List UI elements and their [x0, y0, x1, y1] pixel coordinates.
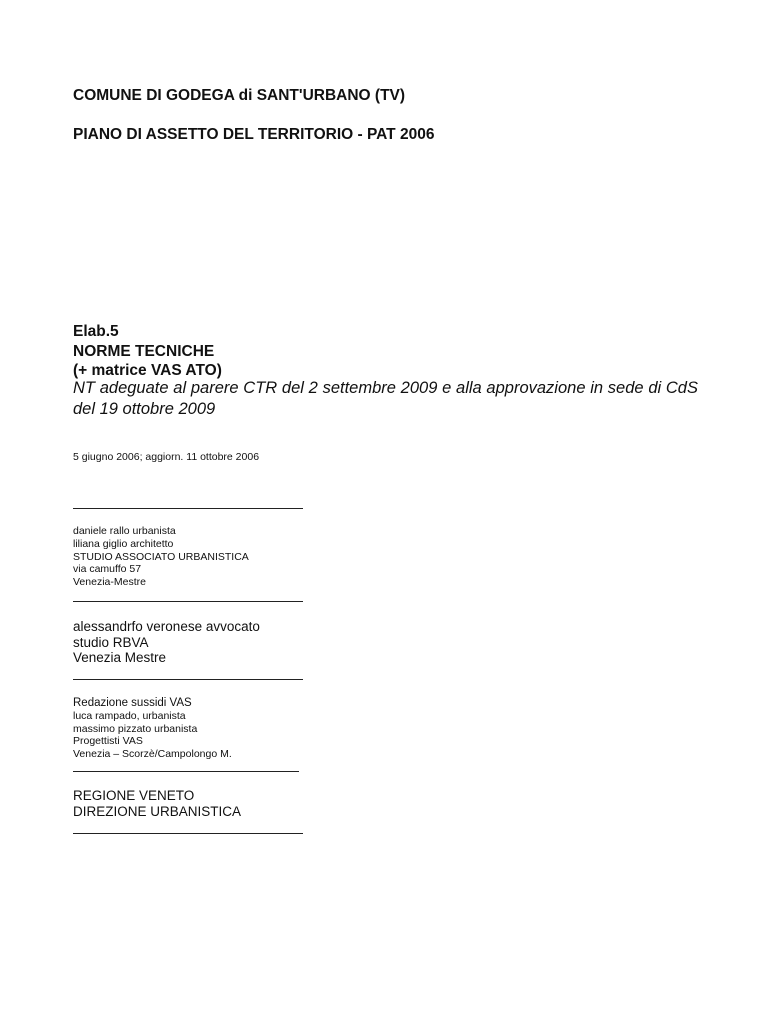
- elab-title: NORME TECNICHE: [73, 343, 215, 360]
- regione-block: [73, 788, 241, 819]
- studio-line: via camuffo 57: [73, 563, 142, 576]
- divider-rule: [73, 601, 303, 602]
- vas-line: massimo pizzato urbanista: [73, 722, 198, 735]
- elab-number: Elab.5: [73, 323, 119, 340]
- vas-line: Progettisti VAS: [73, 735, 143, 748]
- piano-title: PIANO DI ASSETTO DEL TERRITORIO - PAT 2006: [73, 126, 435, 143]
- studio-line: Venezia-Mestre: [73, 576, 146, 589]
- studio-block: [73, 525, 249, 589]
- studio-line: liliana giglio architetto: [73, 537, 174, 550]
- studio-line: daniele rallo urbanista: [73, 525, 176, 537]
- vas-line: Venezia – Scorzè/Campolongo M.: [73, 748, 232, 761]
- divider-rule: [73, 508, 303, 509]
- lawyer-line: studio RBVA: [73, 634, 149, 650]
- lawyer-block: [73, 619, 260, 666]
- date-line: 5 giugno 2006; aggiorn. 11 ottobre 2006: [73, 451, 260, 463]
- elab-note: NT adeguate al parere CTR del 2 settembre 2009 e alla approvazione in sede di CdS del 19 ottobre 2009: [73, 379, 698, 418]
- divider-rule: [73, 771, 299, 772]
- vas-line: luca rampado, urbanista: [73, 709, 186, 722]
- regione-line: REGIONE VENETO: [73, 788, 195, 803]
- elab-subtitle: (+ matrice VAS ATO): [73, 362, 222, 379]
- divider-rule: [73, 679, 303, 680]
- vas-block: [73, 697, 232, 761]
- comune-title: COMUNE DI GODEGA di SANT'URBANO (TV): [73, 87, 406, 104]
- studio-line: STUDIO ASSOCIATO URBANISTICA: [73, 550, 249, 563]
- vas-line: Redazione sussidi VAS: [73, 697, 192, 709]
- lawyer-line: Venezia Mestre: [73, 650, 167, 665]
- regione-line: DIREZIONE URBANISTICA: [73, 803, 242, 819]
- divider-rule: [73, 833, 303, 834]
- lawyer-line: alessandrfo veronese avvocato: [73, 619, 260, 634]
